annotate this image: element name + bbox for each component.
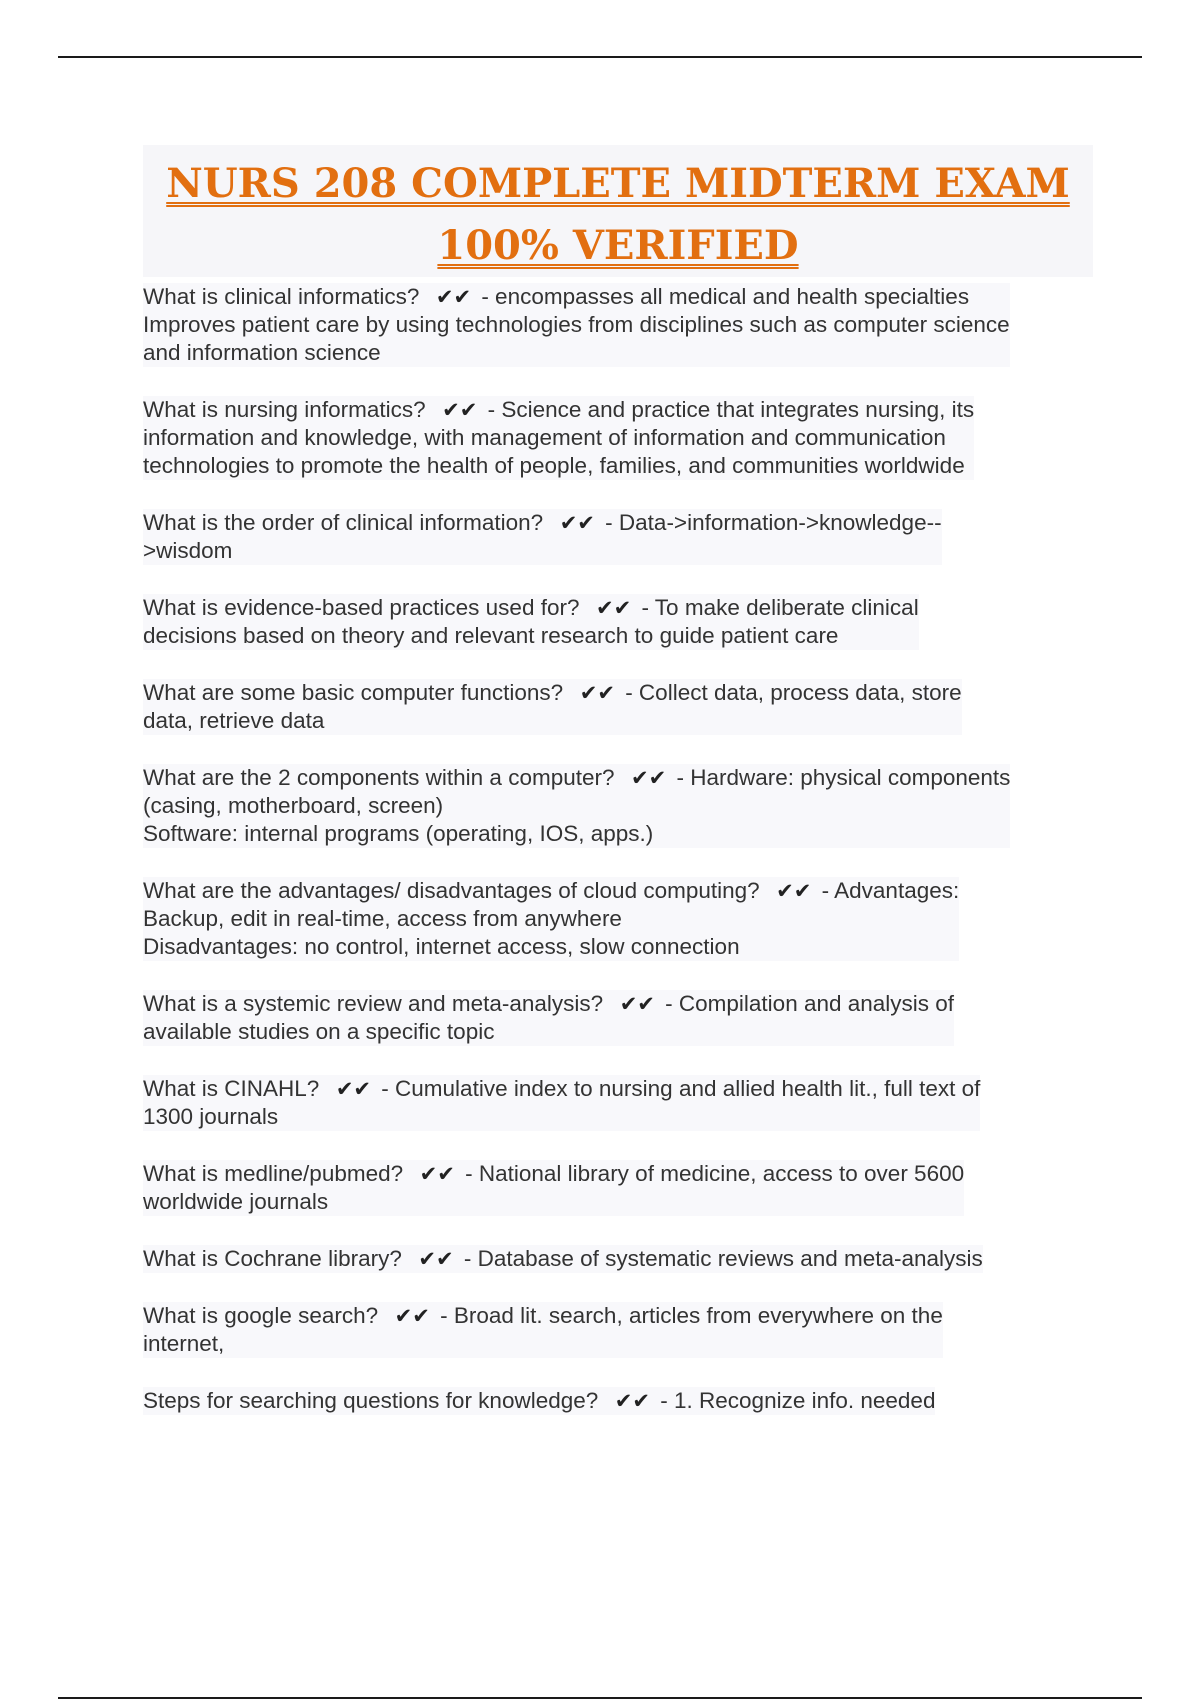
qa-first-line [143,679,962,707]
answer-text: - Hardware: physical components [676,765,1011,790]
double-check-icon: ✔✔ [614,1389,650,1413]
question-text: What is the order of clinical information? [143,510,544,535]
question-text: What is a systemic review and meta-analysis? [143,991,604,1016]
qa-first-line [143,1387,935,1415]
double-check-icon: ✔✔ [435,285,472,309]
answer-text: - Advantages: [821,878,960,903]
title-line-1: NURS 208 COMPLETE MIDTERM EXAM [166,160,1070,207]
double-check-icon: ✔✔ [776,879,812,903]
qa-first-line [143,1245,983,1273]
question-text: What is clinical informatics? [143,284,420,309]
answer-text: - To make deliberate clinical [641,595,919,620]
question-text: What is medline/pubmed? [143,1161,404,1186]
qa-item [143,396,974,480]
qa-first-line [143,764,1010,792]
answer-line: technologies to promote the health of people, families, and communities worldwide [143,453,965,478]
qa-first-line [143,594,919,622]
double-check-icon: ✔✔ [619,992,655,1016]
qa-item [143,283,1010,367]
question-text: What is CINAHL? [143,1076,320,1101]
qa-item [143,1075,980,1131]
answer-text: - 1. Recognize info. needed [660,1388,936,1413]
qa-first-line [143,396,974,424]
qa-first-line [143,877,959,905]
answer-line: Disadvantages: no control, internet access, slow connection [143,934,740,959]
qa-item [143,764,1010,848]
question-text: What are the 2 components within a computer? [143,765,615,790]
answer-line: Improves patient care by using technologies from disciplines such as computer science [143,312,1010,337]
answer-line: Backup, edit in real-time, access from anywhere [143,906,622,931]
qa-first-line [143,509,942,537]
qa-item [143,877,959,961]
qa-first-line [143,1160,964,1188]
qa-item [143,990,954,1046]
qa-item [143,594,919,650]
answer-line: 1300 journals [143,1104,279,1129]
question-text: What are some basic computer functions? [143,680,564,705]
qa-item [143,1160,964,1216]
answer-line: >wisdom [143,538,233,563]
answer-text: - National library of medicine, access to over 5600 [465,1161,965,1186]
answer-text: - Cumulative index to nursing and allied health lit., full text of [381,1076,981,1101]
answer-text: - Compilation and analysis of [665,991,955,1016]
qa-first-line [143,1075,980,1103]
qa-item [143,1387,935,1415]
answer-line: worldwide journals [143,1189,329,1214]
bottom-rule [58,1697,1142,1699]
question-text: What is google search? [143,1303,379,1328]
question-text: What is Cochrane library? [143,1246,402,1271]
answer-line: (casing, motherboard, screen) [143,793,444,818]
qa-first-line [143,283,1010,311]
document-content [143,145,1093,1444]
title-block [143,145,1093,277]
answer-text: - encompasses all medical and health specialties [481,284,970,309]
qa-first-line [143,1302,943,1330]
double-check-icon: ✔✔ [596,596,632,620]
answer-text: - Database of systematic reviews and meta-analysis [463,1246,983,1271]
qa-list [143,283,1093,1415]
double-check-icon: ✔✔ [579,681,615,705]
answer-line: available studies on a specific topic [143,1019,495,1044]
double-check-icon: ✔✔ [631,766,667,790]
question-text: What is nursing informatics? [143,397,426,422]
answer-text: - Data->information->knowledge-- [605,510,942,535]
qa-item [143,679,962,735]
question-text: What are the advantages/ disadvantages of cloud computing? [143,878,760,903]
answer-text: - Broad lit. search, articles from everywhere on the [440,1303,943,1328]
answer-line: and information science [143,340,381,365]
double-check-icon: ✔✔ [419,1162,455,1186]
qa-item [143,1302,943,1358]
qa-first-line [143,990,954,1018]
answer-line: information and knowledge, with management of information and communication [143,425,946,450]
answer-line: data, retrieve data [143,708,325,733]
answer-text: - Science and practice that integrates nursing, its [487,397,975,422]
double-check-icon: ✔✔ [442,398,478,422]
double-check-icon: ✔✔ [559,511,595,535]
title-line-2: 100% VERIFIED [437,222,799,269]
question-text: What is evidence-based practices used for? [143,595,580,620]
answer-line: Software: internal programs (operating, IOS, apps.) [143,821,654,846]
top-rule [58,56,1142,58]
double-check-icon: ✔✔ [418,1247,454,1271]
question-text: Steps for searching questions for knowledge? [143,1388,599,1413]
double-check-icon: ✔✔ [394,1304,430,1328]
answer-line: decisions based on theory and relevant research to guide patient care [143,623,839,648]
answer-line: internet, [143,1331,225,1356]
double-check-icon: ✔✔ [335,1077,372,1101]
answer-text: - Collect data, process data, store [625,680,962,705]
qa-item [143,509,942,565]
qa-item [143,1245,983,1273]
